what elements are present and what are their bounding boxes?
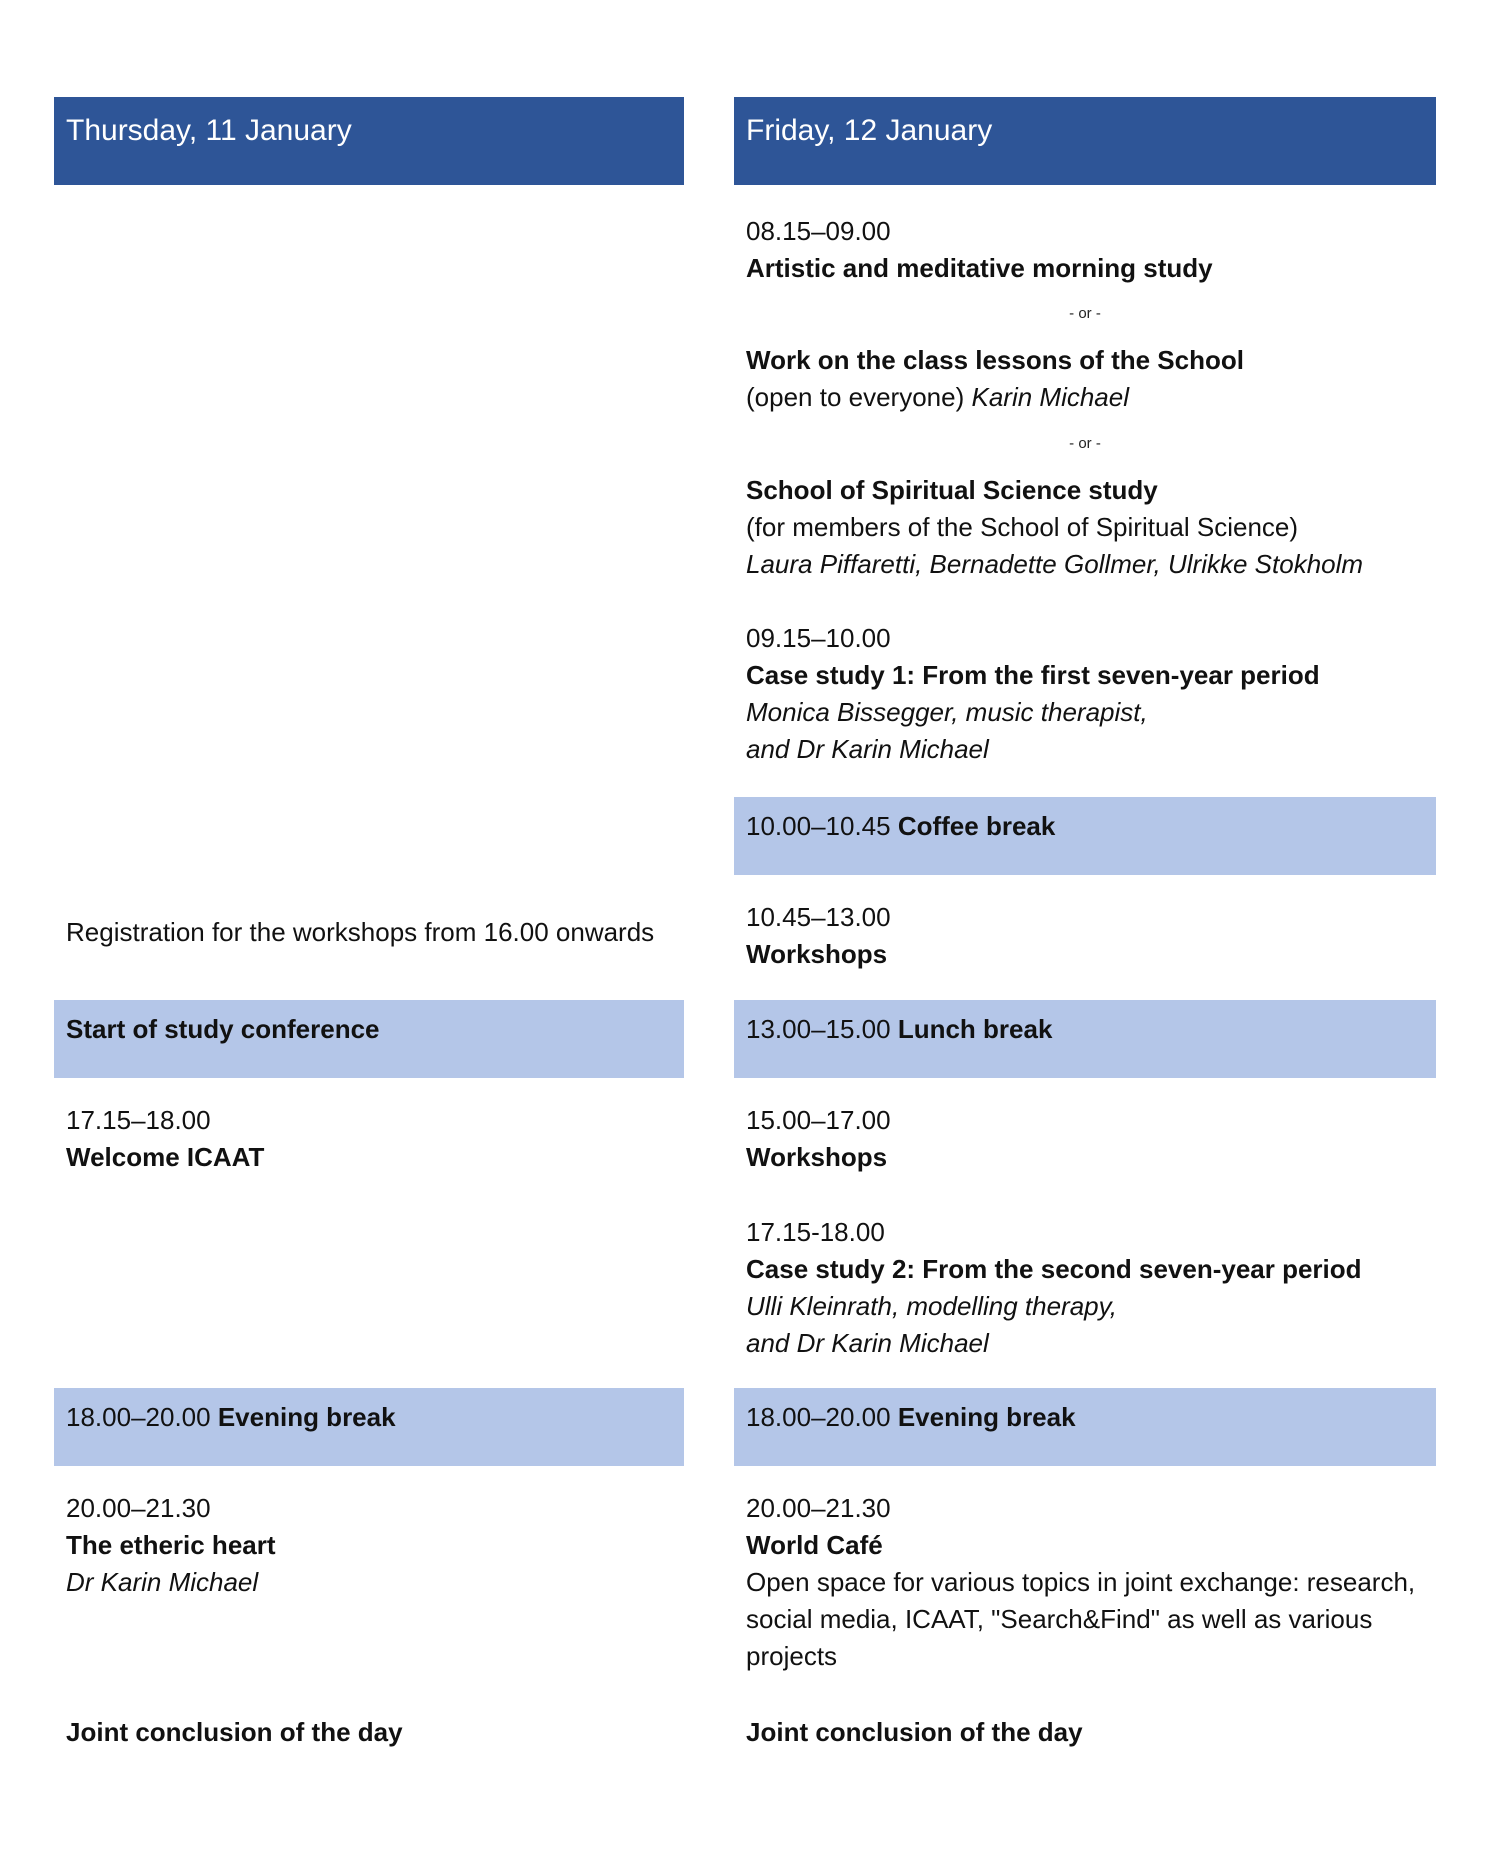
registration-note [66, 914, 676, 951]
or-divider-1 [734, 304, 1436, 324]
friday-header [734, 97, 1436, 185]
case2-title-rest: : From the second seven-year period [906, 1254, 1362, 1284]
lunch-break [734, 1000, 1436, 1078]
thursday-conclusion [66, 1714, 676, 1751]
coffee-break [734, 797, 1436, 875]
world-cafe-description: Open space for various topics in joint exchange: research, social media, ICAAT, "Search&Find" as well as various projects [746, 1567, 1416, 1671]
option2-note: (open to everyone) [746, 382, 965, 412]
morning-option3 [746, 472, 1436, 583]
or-label-1: - or - [1069, 305, 1101, 322]
etheric-time: 20.00–21.30 [66, 1493, 211, 1523]
thursday-conclusion-text: Joint conclusion of the day [66, 1717, 403, 1747]
case1-title-bold: Case study 1 [746, 660, 907, 690]
morning-item [746, 213, 1436, 287]
friday-evening-time: 18.00–20.00 [746, 1402, 891, 1432]
case1-item [746, 620, 1436, 768]
thursday-evening-break [54, 1388, 684, 1466]
friday-evening-label: Evening break [897, 1402, 1076, 1432]
start-band [54, 1000, 684, 1078]
world-cafe-title: World Café [746, 1530, 883, 1560]
case1-title-rest: : From the first seven-year period [906, 660, 1320, 690]
option2-speaker: Karin Michael [971, 382, 1129, 412]
case1-time: 09.15–10.00 [746, 623, 891, 653]
coffee-label: Coffee break [897, 811, 1056, 841]
welcome-time: 17.15–18.00 [66, 1105, 211, 1135]
friday-conclusion [746, 1714, 1436, 1751]
world-cafe-time: 20.00–21.30 [746, 1493, 891, 1523]
start-band-label: Start of study conference [66, 1014, 380, 1044]
case2-time: 17.15-18.00 [746, 1217, 885, 1247]
thursday-title: Thursday, 11 January [66, 114, 352, 147]
welcome-item [66, 1102, 676, 1176]
case2-item [746, 1214, 1436, 1362]
registration-text: Registration for the workshops from 16.00 onwards [66, 917, 655, 947]
welcome-title: Welcome ICAAT [66, 1142, 265, 1172]
case2-title-bold: Case study 2 [746, 1254, 907, 1284]
workshops1-time: 10.45–13.00 [746, 902, 891, 932]
thursday-evening-label: Evening break [217, 1402, 396, 1432]
morning-option1: Artistic and meditative morning study [746, 253, 1213, 283]
world-cafe-item [746, 1490, 1426, 1675]
case2-speaker-2: and Dr Karin Michael [746, 1328, 989, 1358]
workshops2-title: Workshops [746, 1142, 888, 1172]
etheric-title: The etheric heart [66, 1530, 276, 1560]
etheric-item [66, 1490, 676, 1601]
friday-conclusion-text: Joint conclusion of the day [746, 1717, 1083, 1747]
workshops2-time: 15.00–17.00 [746, 1105, 891, 1135]
coffee-time: 10.00–10.45 [746, 811, 891, 841]
option3-speakers: Laura Piffaretti, Bernadette Gollmer, Ulrikke Stokholm [746, 549, 1364, 579]
workshops2-item [746, 1102, 1436, 1176]
option3-title: School of Spiritual Science study [746, 475, 1158, 505]
workshops1-title: Workshops [746, 939, 888, 969]
lunch-label: Lunch break [897, 1014, 1053, 1044]
thursday-header [54, 97, 684, 185]
or-label-2: - or - [1069, 435, 1101, 452]
workshops1-item [746, 899, 1436, 973]
lunch-time: 13.00–15.00 [746, 1014, 891, 1044]
thursday-evening-time: 18.00–20.00 [66, 1402, 211, 1432]
morning-option2 [746, 342, 1436, 416]
case1-speaker-1: Monica Bissegger, music therapist, [746, 697, 1148, 727]
friday-title: Friday, 12 January [746, 114, 993, 147]
morning-time: 08.15–09.00 [746, 216, 891, 246]
option3-note: (for members of the School of Spiritual Science) [746, 512, 1299, 542]
case2-speaker-1: Ulli Kleinrath, modelling therapy, [746, 1291, 1117, 1321]
option2-title: Work on the class lessons of the School [746, 345, 1244, 375]
case1-speaker-2: and Dr Karin Michael [746, 734, 989, 764]
etheric-speaker: Dr Karin Michael [66, 1567, 259, 1597]
or-divider-2 [734, 434, 1436, 454]
friday-evening-break [734, 1388, 1436, 1466]
